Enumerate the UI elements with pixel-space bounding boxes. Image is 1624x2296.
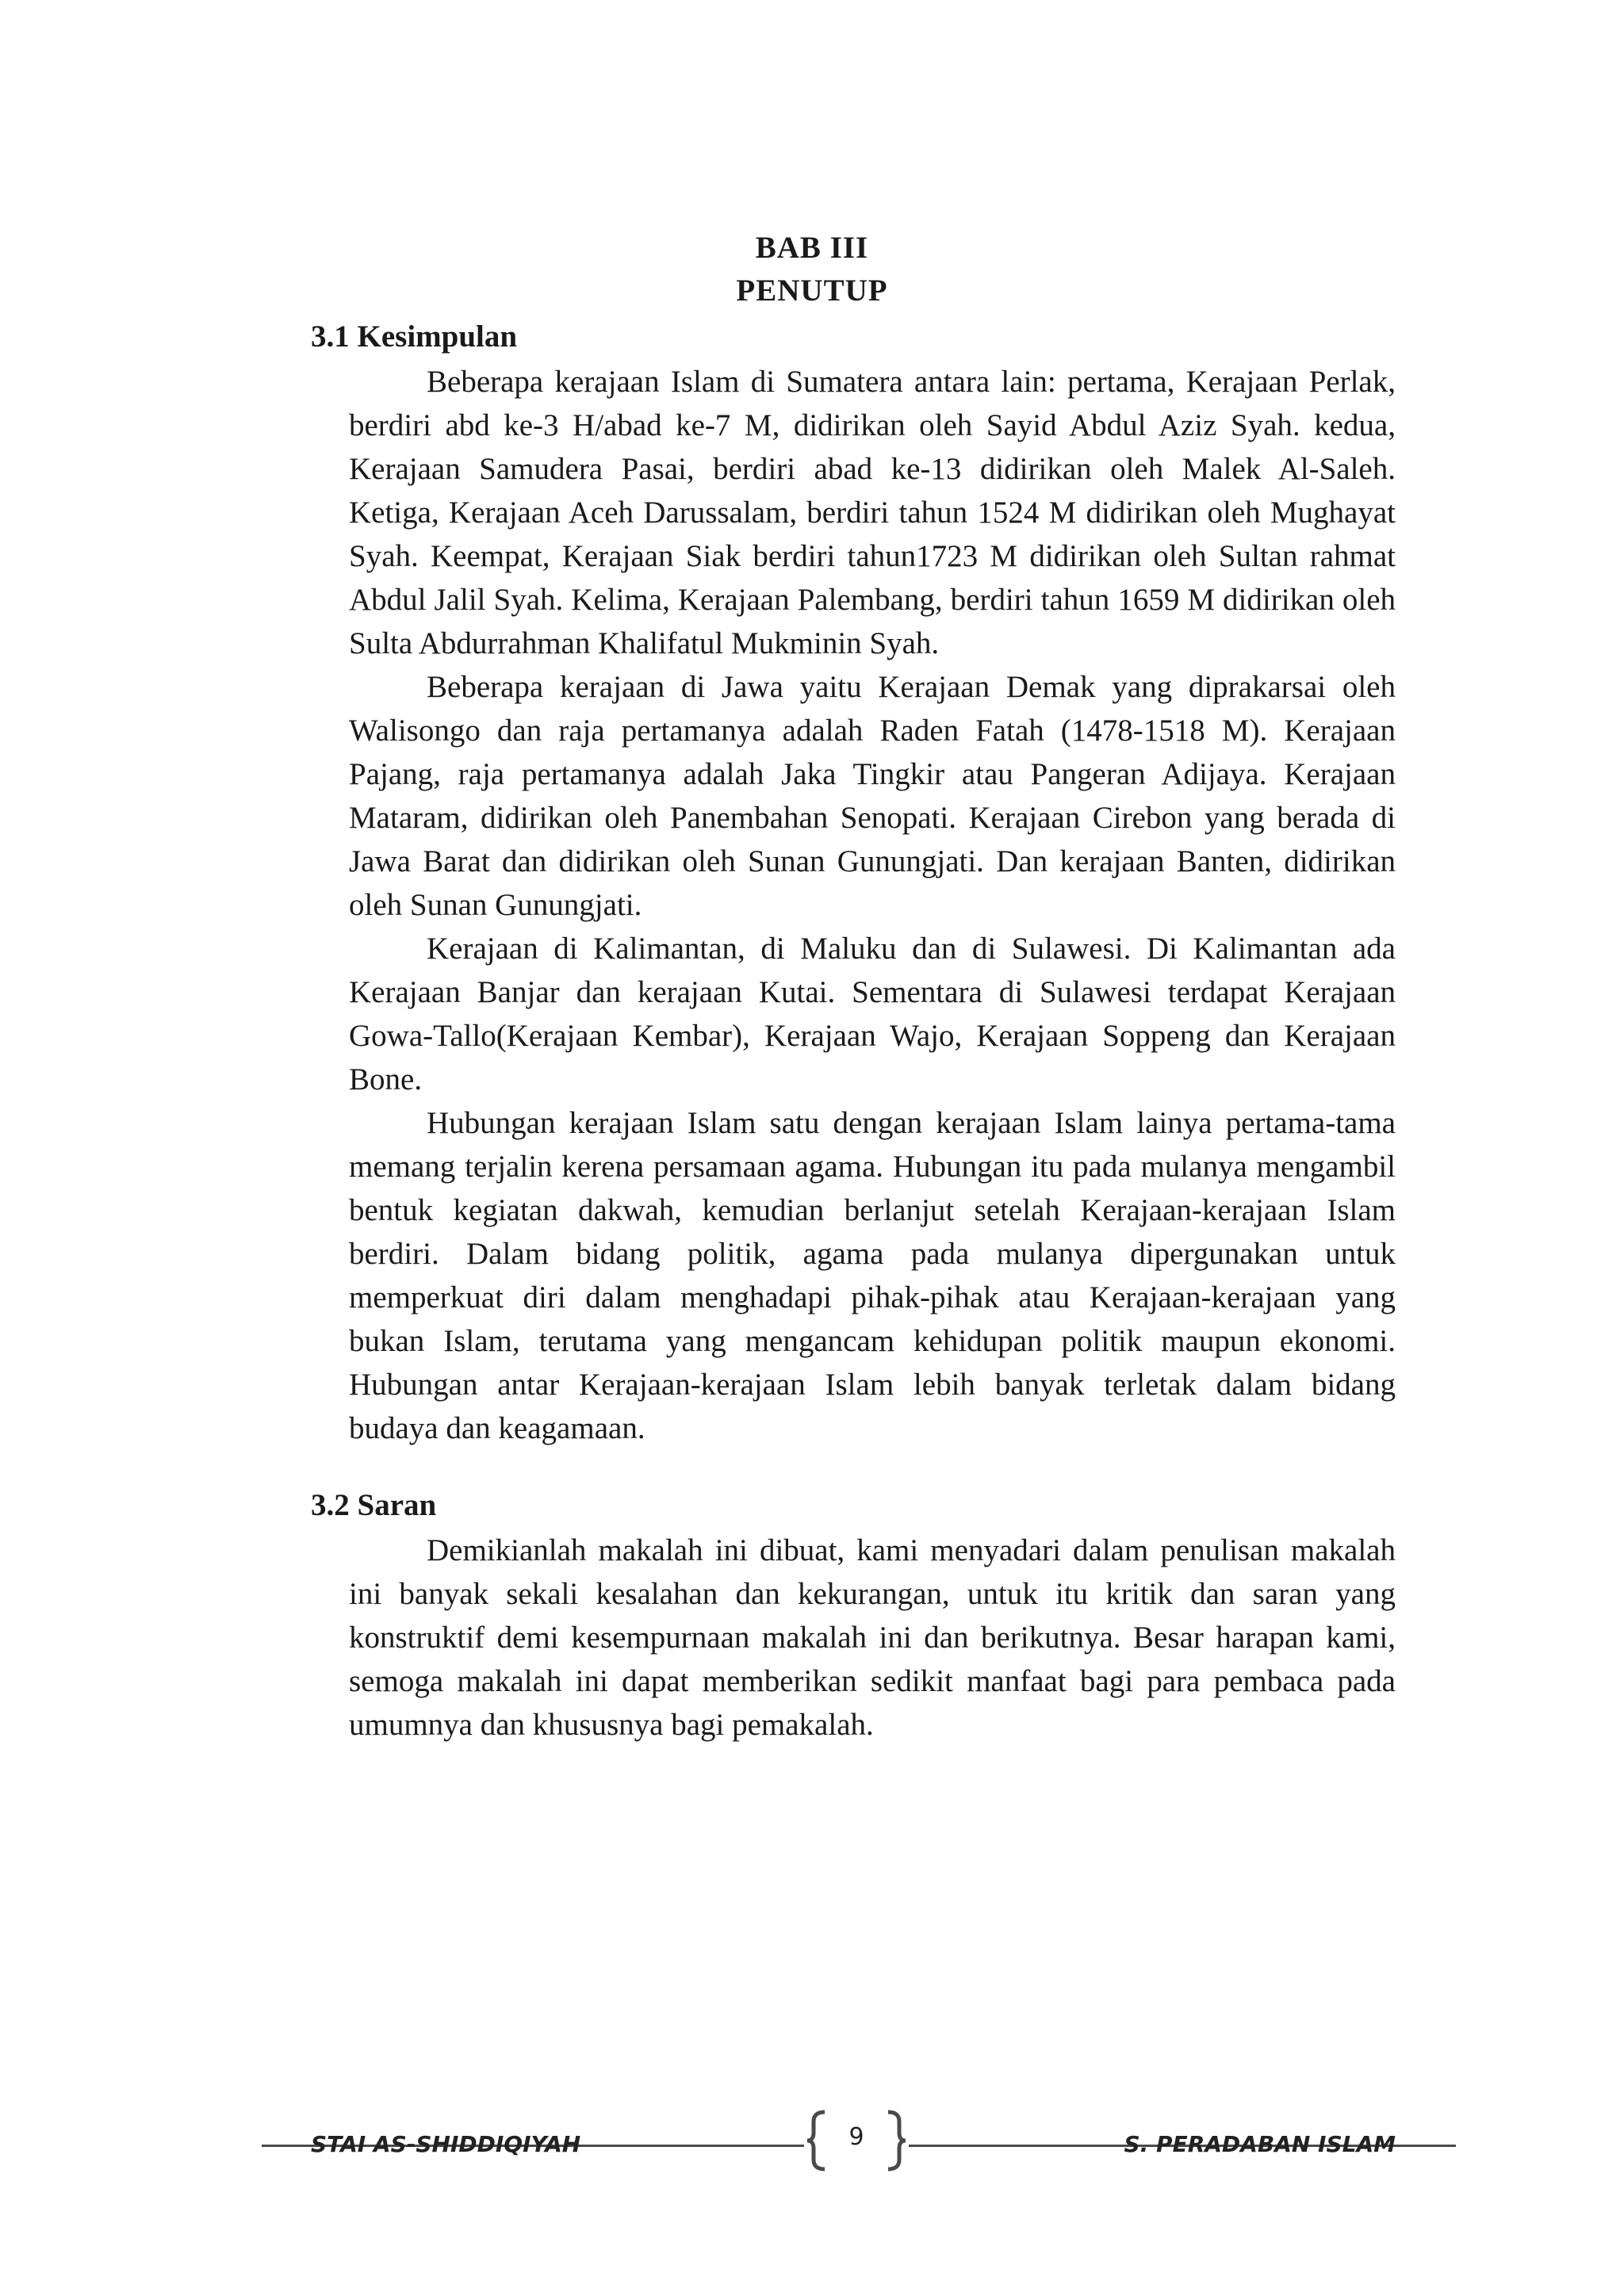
page-number: 9 xyxy=(848,2123,864,2151)
chapter-title: PENUTUP xyxy=(736,274,888,308)
page-footer xyxy=(0,2109,1624,2172)
footer-institution: STAI AS-SHIDDIQIYAH xyxy=(311,2131,581,2157)
section-heading-saran: 3.2 Saran xyxy=(311,1488,437,1522)
paragraph: Kerajaan di Kalimantan, di Maluku dan di Sulawesi. Di Kalimantan ada Kerajaan Banjar dan kerajaan Kutai. Sementara di Sulawesi terdapat Kerajaan Gowa-Tallo(Kerajaan Kembar), Kerajaan Wajo, Kerajaan Soppeng dan Kerajaan Bone. xyxy=(349,932,1396,1096)
paragraph: Beberapa kerajaan di Jawa yaitu Kerajaan Demak yang diprakarsai oleh Walisongo dan raja pertamanya adalah Raden Fatah (1478-1518 M). Kerajaan Pajang, raja pertamanya adalah Jaka Tingkir atau Pangeran Adijaya. Kerajaan Mataram, didirikan oleh Panembahan Senopati. Kerajaan Cirebon yang berada di Jawa Barat dan didirikan oleh Sunan Gunungjati. Dan kerajaan Banten, didirikan oleh Sunan Gunungjati. xyxy=(349,670,1396,922)
paragraph: Demikianlah makalah ini dibuat, kami menyadari dalam penulisan makalah ini banyak sekali kesalahan dan kekurangan, untuk itu kritik dan saran yang konstruktif demi kesempurnaan makalah ini dan berikutnya. Besar harapan kami, semoga makalah ini dapat memberikan sedikit manfaat bagi para pembaca pada umumnya dan khususnya bagi pemakalah. xyxy=(349,1533,1396,1742)
paragraph: Beberapa kerajaan Islam di Sumatera antara lain: pertama, Kerajaan Perlak, berdiri abd ke-3 H/abad ke-7 M, didirikan oleh Sayid Abdul Aziz Syah. kedua, Kerajaan Samudera Pasai, berdiri abad ke-13 didirikan oleh Malek Al-Saleh. Ketiga, Kerajaan Aceh Darussalam, berdiri tahun 1524 M didirikan oleh Mughayat Syah. Keempat, Kerajaan Siak berdiri tahun1723 M didirikan oleh Sultan rahmat Abdul Jalil Syah. Kelima, Kerajaan Palembang, berdiri tahun 1659 M didirikan oleh Sulta Abdurrahman Khalifatul Mukminin Syah. xyxy=(349,365,1396,660)
section-body-kesimpulan xyxy=(349,360,1396,1450)
chapter-number: BAB III xyxy=(755,231,869,265)
footer-course-title: S. PERADABAN ISLAM xyxy=(1124,2131,1396,2157)
footer-page-brackets xyxy=(804,2109,909,2172)
paragraph: Hubungan kerajaan Islam satu dengan kerajaan Islam lainya pertama-tama memang terjalin kerena persamaan agama. Hubungan itu pada mulanya mengambil bentuk kegiatan dakwah, kemudian berlanjut setelah Kerajaan-kerajaan Islam berdiri. Dalam bidang politik, agama pada mulanya dipergunakan untuk memperkuat diri dalam menghadapi pihak-pihak atau Kerajaan-kerajaan yang bukan Islam, terutama yang mengancam kehidupan politik maupun ekonomi. Hubungan antar Kerajaan-kerajaan Islam lebih banyak terletak dalam bidang budaya dan keagamaan. xyxy=(349,1106,1396,1445)
section-body-saran xyxy=(349,1529,1396,1747)
section-heading-kesimpulan: 3.1 Kesimpulan xyxy=(311,320,518,354)
